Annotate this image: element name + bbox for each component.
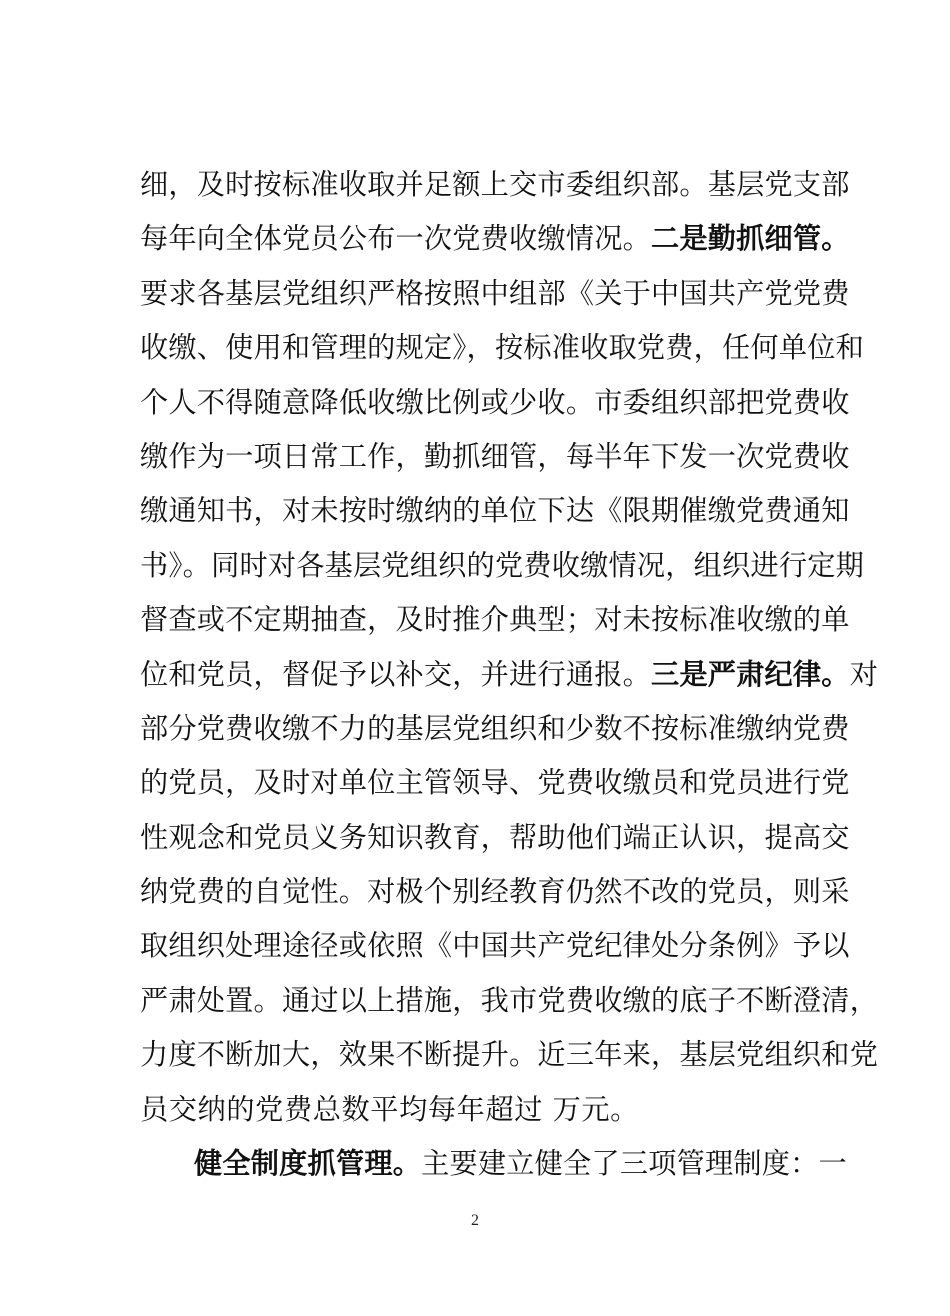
body-text	[140, 158, 879, 1191]
text-segment: 个人不得随意降低收缴比例或少收。市委组织部把党费收	[140, 385, 850, 419]
text-line	[140, 267, 850, 321]
text-segment: 每年向全体党员公布一次党费收缴情况。	[140, 222, 651, 256]
text-line	[140, 974, 879, 1028]
text-segment: 严肃处置。通过以上措施，我市党费收缴的底子不断澄清，	[140, 983, 879, 1017]
page-number: 2	[471, 1212, 479, 1229]
text-segment: 要求各基层党组织严格按照中组部《关于中国共产党党费	[140, 276, 850, 310]
text-line	[140, 756, 850, 810]
text-segment: 员交纳的党费总数平均每年超过 万元。	[140, 1092, 639, 1126]
text-segment: 对	[849, 657, 879, 691]
text-line	[140, 593, 850, 647]
text-line	[140, 919, 850, 973]
text-segment: 纳党费的自觉性。对极个别经教育仍然不改的党员，则采	[140, 875, 850, 909]
text-segment: 性观念和党员义务知识教育，帮助他们端正认识，提高交	[140, 820, 850, 854]
text-line	[140, 648, 879, 702]
text-segment: 细，及时按标准收取并足额上交市委组织部。基层党支部	[140, 168, 850, 201]
text-line	[140, 376, 850, 430]
text-line	[140, 1083, 830, 1137]
text-line	[140, 158, 850, 212]
text-line	[140, 1028, 879, 1082]
text-segment: 力度不断加大，效果不断提升。近三年来，基层党组织和党	[140, 1038, 879, 1072]
text-segment: 督查或不定期抽查，及时推介典型；对未按标准收缴的单	[140, 603, 850, 637]
text-line	[140, 1137, 847, 1191]
text-line	[140, 484, 850, 538]
text-line	[140, 702, 850, 756]
text-segment: 收缴、使用和管理的规定》，按标准收取党费，任何单位和	[140, 331, 864, 365]
text-segment: 缴作为一项日常工作，勤抓细管，每半年下发一次党费收	[140, 439, 850, 473]
text-line	[140, 430, 850, 484]
bold-heading-phrase: 三是严肃纪律。	[650, 657, 850, 691]
text-segment: 位和党员，督促予以补交，并进行通报。	[140, 657, 651, 691]
text-segment: 部分党费收缴不力的基层党组织和少数不按标准缴纳党费	[140, 711, 850, 745]
text-line	[140, 811, 850, 865]
text-segment: 的党员，及时对单位主管领导、党费收缴员和党员进行党	[140, 766, 850, 800]
text-segment: 书》。同时对各基层党组织的党费收缴情况，组织进行定期	[140, 548, 864, 582]
text-line	[140, 539, 864, 593]
text-segment: 缴通知书，对未按时缴纳的单位下达《限期催缴党费通知	[140, 494, 850, 528]
bold-heading-phrase: 二是勤抓细管。	[650, 222, 850, 256]
text-segment: 主要建立健全了三项管理制度：一	[421, 1147, 847, 1181]
text-segment: 取组织处理途径或依照《中国共产党纪律处分条例》予以	[140, 929, 850, 963]
text-line	[140, 212, 850, 266]
text-line	[140, 321, 864, 375]
text-line	[140, 865, 850, 919]
bold-heading-phrase: 健全制度抓管理。	[194, 1147, 422, 1181]
